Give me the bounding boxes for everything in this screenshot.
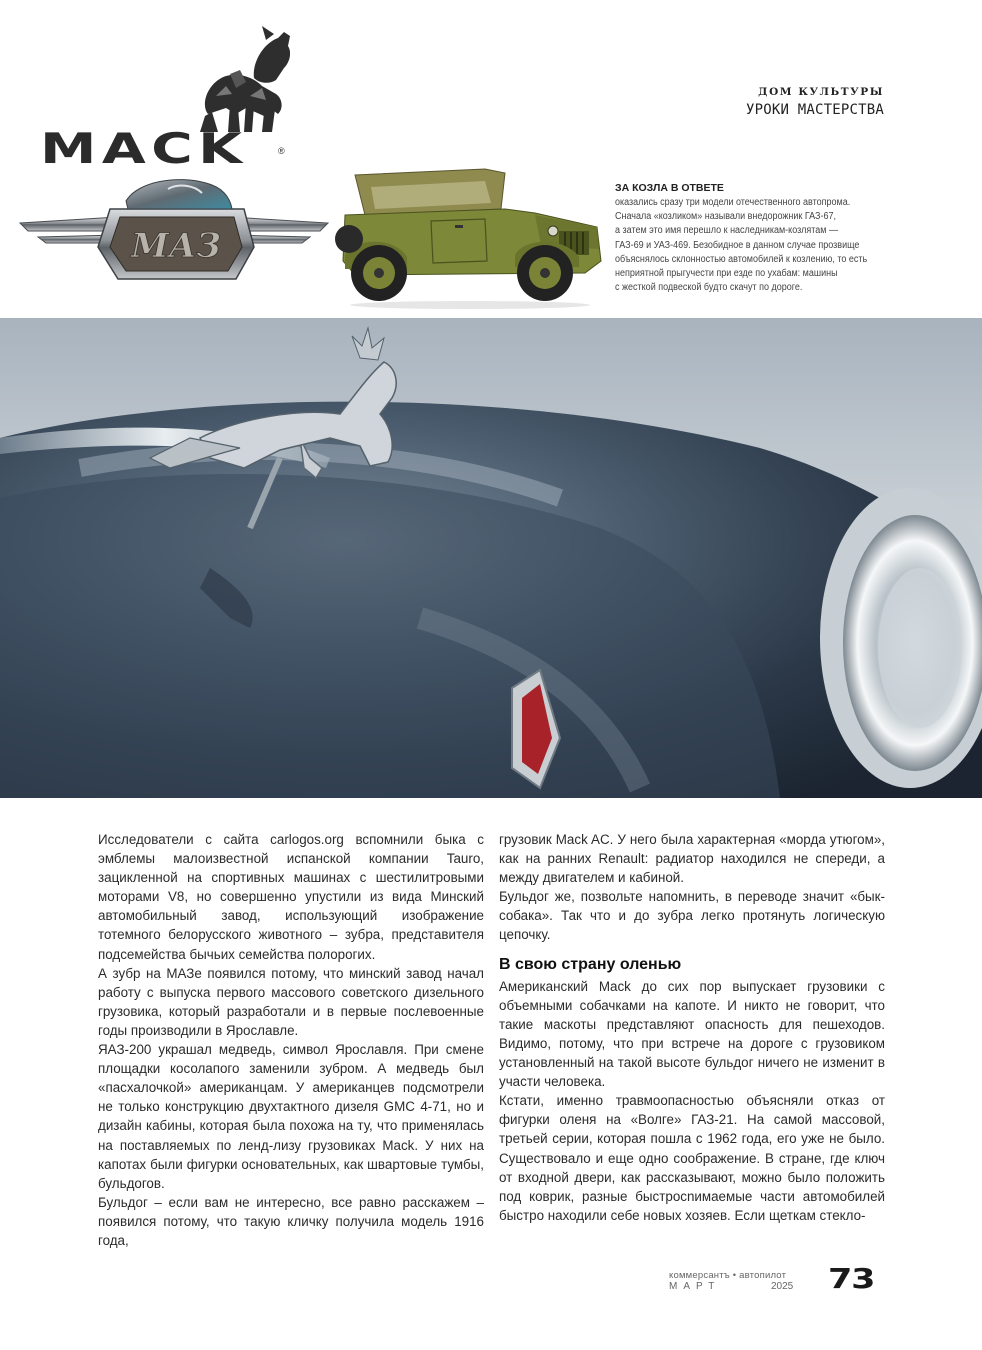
magazine-name: коммерсантъ • автопилот <box>669 1270 787 1281</box>
hero-photo-volga-deer <box>0 318 982 798</box>
caption-line: с жесткой подвеской будто скачут по дороге. <box>615 282 803 294</box>
maz-wordmark: МАЗ <box>131 226 221 266</box>
section-title: УРОКИ МАСТЕРСТВА <box>745 102 884 118</box>
article-column-left <box>98 830 484 1250</box>
article-subheading: В свою страну оленью <box>499 955 682 973</box>
caption-line: объяснялось склонностью автомобилей к козлению, то есть <box>615 253 868 265</box>
caption-title: ЗА КОЗЛА В ОТВЕТЕ <box>615 182 724 194</box>
article-paragraph: А зубр на МАЗе появился потому, что минский завод начал работу с выпуска первого массового советского дизельного грузовика, который разработали и в первые послевоенные годы производили в Ярославле. <box>98 965 484 1038</box>
gaz-jeep-photo <box>335 165 605 310</box>
article-paragraph: Бульдог – если вам не интересно, все равно расскажем – появился потому, что такую кличку получила модель 1916 года, <box>98 1194 484 1248</box>
photo-caption <box>615 182 905 295</box>
article-paragraph: Бульдог же, позвольте напомнить, в переводе значит «бык-собака». Так что и до зубра легко протянуть логическую цепочку. <box>499 889 885 943</box>
caption-line: Сначала «козликом» называли внедорожник ГАЗ-67, <box>615 211 836 223</box>
bulldog-icon <box>40 24 290 134</box>
article-paragraph: Исследователи с сайта carlogos.org вспомнили быка с эмблемы малоизвестной испанской компании Tauro, зацикленной на спортивных машинах с шестилитровыми моторами V8, но совершенно упустили из вида Минский автомобильный завод, использующий изображение тотемного белорусского животного – зубра, представителя подсемейства бычьих семейства полорогих. <box>98 832 484 962</box>
article-paragraph: грузовик Mack AC. У него была характерная «морда утюгом», как на ранних Renault: радиатор находился не спереди, а между двигателем и кабиной. <box>499 832 885 886</box>
article-paragraph: Кстати, именно травмоопасностью объясняли отказ от фигурки оленя на «Волге» ГАЗ-21. На самой массовой, третьей серии, которая пошла с 1962 года, его уже не было. Существовало и еще одно соображение. В стране, где ключ от входной двери, как рассказывают, можно было положить под коврик, разные быстросnимаемые части автомобилей быстро находили себе новых хозяев. Если щеткам стекло- <box>499 1093 885 1223</box>
article-column-right <box>499 830 885 1225</box>
caption-line: неприятной прыгучести при езде по ухабам: машины <box>615 268 838 280</box>
maz-badge <box>18 175 330 295</box>
caption-body <box>615 196 899 295</box>
registered-mark: ® <box>278 146 285 156</box>
caption-line: оказались сразу три модели отечественного автопрома. <box>615 197 851 208</box>
article-paragraph: Американский Mack до сих пор выпускает грузовики с объемными собачками на капоте. И никто не говорит, что такие маскоты представляют опасность для пешеходов. Видимо, потому, что при встрече на дороге с грузовиком установленный на такой высоте бульдог ничего не изменит в участи человека. <box>499 978 885 1090</box>
caption-line: а затем это имя перешло к наследникам-козлятам — <box>615 225 838 237</box>
article-paragraph: ЯАЗ-200 украшал медведь, символ Ярославля. При смене площадки косолапого заменили зубром. А медведь был «пасхалочкой» американцам. У американцев подсмотрели не только конструкцию двухтактного дизеля GMC 4-71, но и дизайн кабины, которая была похожа на ту, что применялась на поставляемых по ленд-лизу грузовиках Mack. У них на капотах были фигурки основательных, как швартовые тумбы, бульдогов. <box>98 1042 484 1191</box>
mack-logo <box>40 24 290 173</box>
page-number: 73 <box>828 1262 875 1295</box>
issue-year: 2025 <box>771 1281 794 1292</box>
issue-month: МАРТ <box>669 1281 721 1292</box>
mack-wordmark: MACK <box>40 124 248 173</box>
caption-line: ГАЗ-69 и УАЗ-469. Безобидное в данном случае прозвище <box>615 239 860 251</box>
section-kicker: ДОМ КУЛЬТУРЫ <box>758 86 884 98</box>
